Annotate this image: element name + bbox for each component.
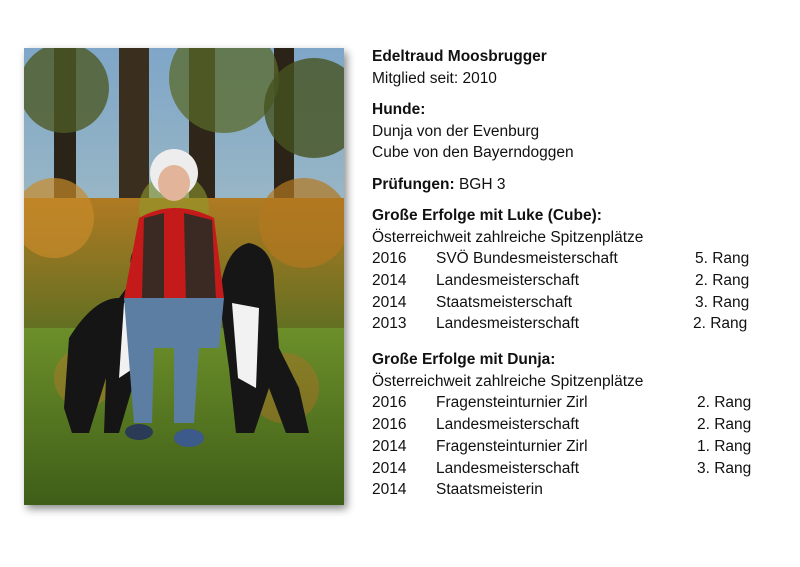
dog-name: Cube von den Bayerndoggen [372,144,574,161]
result-rank: 5. Rang [695,250,750,267]
result-rank: 3. Rang [697,459,752,477]
dogs-heading: Hunde: [372,101,426,118]
result-row [372,292,772,314]
luke-heading: Große Erfolge mit Luke (Cube): [372,207,602,224]
result-event: Landesmeisterschaft [436,415,580,433]
result-event: Staatsmeisterschaft [436,293,573,311]
member-name: Edeltraud Moosbrugger [372,48,547,65]
result-rank: 2. Rang [697,394,752,412]
member-info [372,46,772,501]
photo-illustration [24,48,344,505]
exams-value: BGH 3 [454,175,506,193]
result-year: 2014 [372,481,407,499]
result-year: 2014 [372,459,407,477]
result-rank: 1. Rang [697,437,752,455]
result-rank: 3. Rang [695,293,750,311]
result-row [372,414,772,436]
result-row [372,479,772,501]
result-year: 2013 [372,315,407,333]
dunja-section [372,349,772,501]
dogs-section [372,99,772,164]
luke-subline: Österreichweit zahlreiche Spitzenplätze [372,228,644,246]
result-row [372,392,772,414]
dunja-heading: Große Erfolge mit Dunja: [372,351,556,369]
dog-name: Dunja von der Evenburg [372,122,540,140]
member-since: Mitglied seit: 2010 [372,69,497,87]
result-row [372,313,772,335]
result-event: Landesmeisterschaft [436,271,580,289]
result-rank: 2. Rang [695,271,750,289]
result-event: Staatsmeisterin [436,481,543,499]
result-row [372,248,772,270]
result-row [372,270,772,292]
exams-label: Prüfungen: [372,175,455,193]
portrait-photo [24,48,344,505]
result-year: 2016 [372,394,407,412]
result-rank: 2. Rang [697,415,752,433]
result-event: SVÖ Bundesmeisterschaft [436,250,618,267]
result-year: 2014 [372,271,407,289]
result-year: 2016 [372,415,407,433]
result-row [372,436,772,458]
result-event: Fragensteinturnier Zirl [436,437,588,455]
result-event: Landesmeisterschaft [436,315,580,333]
luke-section [372,205,772,335]
dunja-subline: Österreichweit zahlreiche Spitzenplätze [372,372,644,390]
result-year: 2016 [372,250,407,267]
result-year: 2014 [372,437,407,455]
result-row [372,458,772,480]
result-event: Fragensteinturnier Zirl [436,394,588,412]
exams-section [372,174,772,196]
result-event: Landesmeisterschaft [436,459,580,477]
result-year: 2014 [372,293,407,311]
result-rank: 2. Rang [693,315,748,333]
